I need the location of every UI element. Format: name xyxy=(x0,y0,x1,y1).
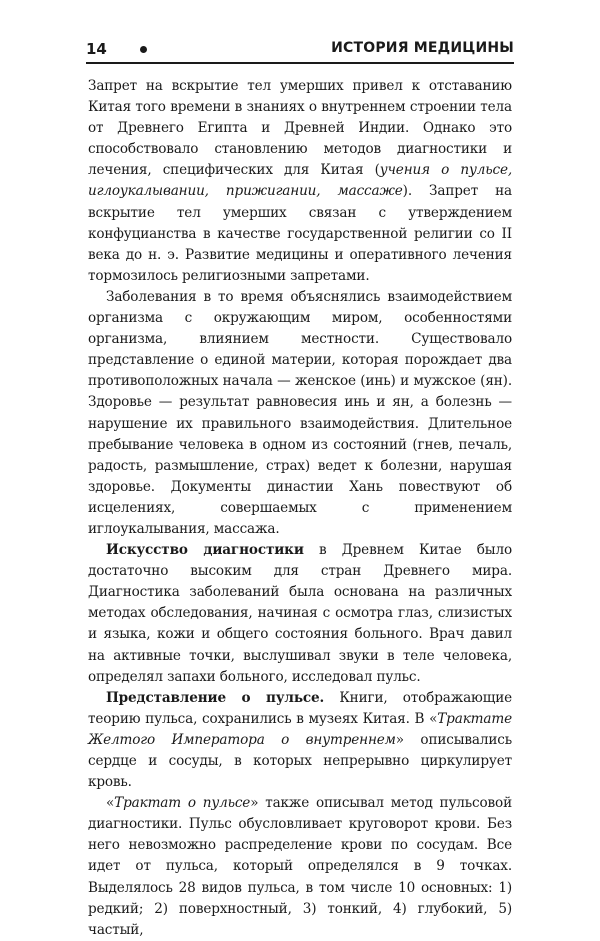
bullet-icon xyxy=(140,46,147,53)
text-span: ). Запрет на вскрытие тел умерших связан с утверждением конфуцианства в качестве государственной религии со II века до н. э. Развитие медицины и оперативного лечения тормозилось религиозными запретами. xyxy=(88,183,512,284)
page-number: 14 xyxy=(86,40,107,58)
text-span: в Древнем Китае было достаточно высоким для стран Древнего мира. Диагностика заболеваний была основана на различных методах обследования, начиная с осмотра глаз, слизистых и языка, кожи и общего состояния больного. Врач давил на активные точки, выслушивал звуки в теле человека, определял запахи больного, исследовал пульс. xyxy=(88,542,512,685)
page-header xyxy=(86,38,514,60)
italic-span: Трактат о пульсе xyxy=(114,795,251,812)
body-text xyxy=(88,76,512,941)
bold-lead-in: Представление о пульсе. xyxy=(106,689,325,706)
bold-lead-in: Искусство диагностики xyxy=(106,542,304,559)
paragraph-pulse-treatise xyxy=(88,793,512,941)
text-span: » также описывал метод пульсовой диагностики. Пульс обусловливает круговорот крови. Без него невозможно распределение крови по сосудам. Все идет от пульса, который определялся в 9 точках. Выделялось 28 видов пульса, в том числе 10 основных: 1) редкий; 2) поверхностный, 3) тонкий, 4) глубокий, 5) частый, xyxy=(88,795,512,938)
paragraph-diagnostics xyxy=(88,540,512,688)
paragraph-pulse-concept xyxy=(88,688,512,793)
text-span: Запрет на вскрытие тел умерших привел к отставанию Китая того времени в знаниях о внутреннем строении тела от Древнего Египта и Древней Индии. Однако это способствовало становлению методов диагностики и лечения, специфических для Китая ( xyxy=(88,78,512,179)
running-title: ИСТОРИЯ МЕДИЦИНЫ xyxy=(331,40,514,56)
text-span: Книги, отображающие теорию пульса, сохранились в музеях Китая. В « xyxy=(88,689,513,727)
text-span: Заболевания в то время объяснялись взаимодействием организма с окружающим миром, особенностями организма, влиянием местности. Существовало представление о единой материи, которая порождает два противоположных начала — женское (инь) и мужское (ян). Здоровье — результат равновесия инь и ян, а болезнь — нарушение их правильного взаимодействия. Длительное пребывание человека в одном из состояний (гнев, печаль, радость, размышление, страх) ведет к болезни, нарушая здоровье. Документы династии Хань повествуют об исцелениях, совершаемых с применением иглоукалывания, массажа. xyxy=(88,288,512,537)
paragraph-yin-yang xyxy=(88,287,512,540)
italic-span: Трактате Желтого Императора о внутреннем xyxy=(88,710,512,748)
text-span: « xyxy=(106,795,115,812)
italic-span: учения о пульсе, иглоукалывании, прижигании, массаже xyxy=(88,162,513,200)
header-rule xyxy=(86,62,514,64)
paragraph-autopsy-ban xyxy=(88,76,512,287)
text-span: » описывались сердце и сосуды, в которых непрерывно циркулирует кровь. xyxy=(88,731,512,791)
